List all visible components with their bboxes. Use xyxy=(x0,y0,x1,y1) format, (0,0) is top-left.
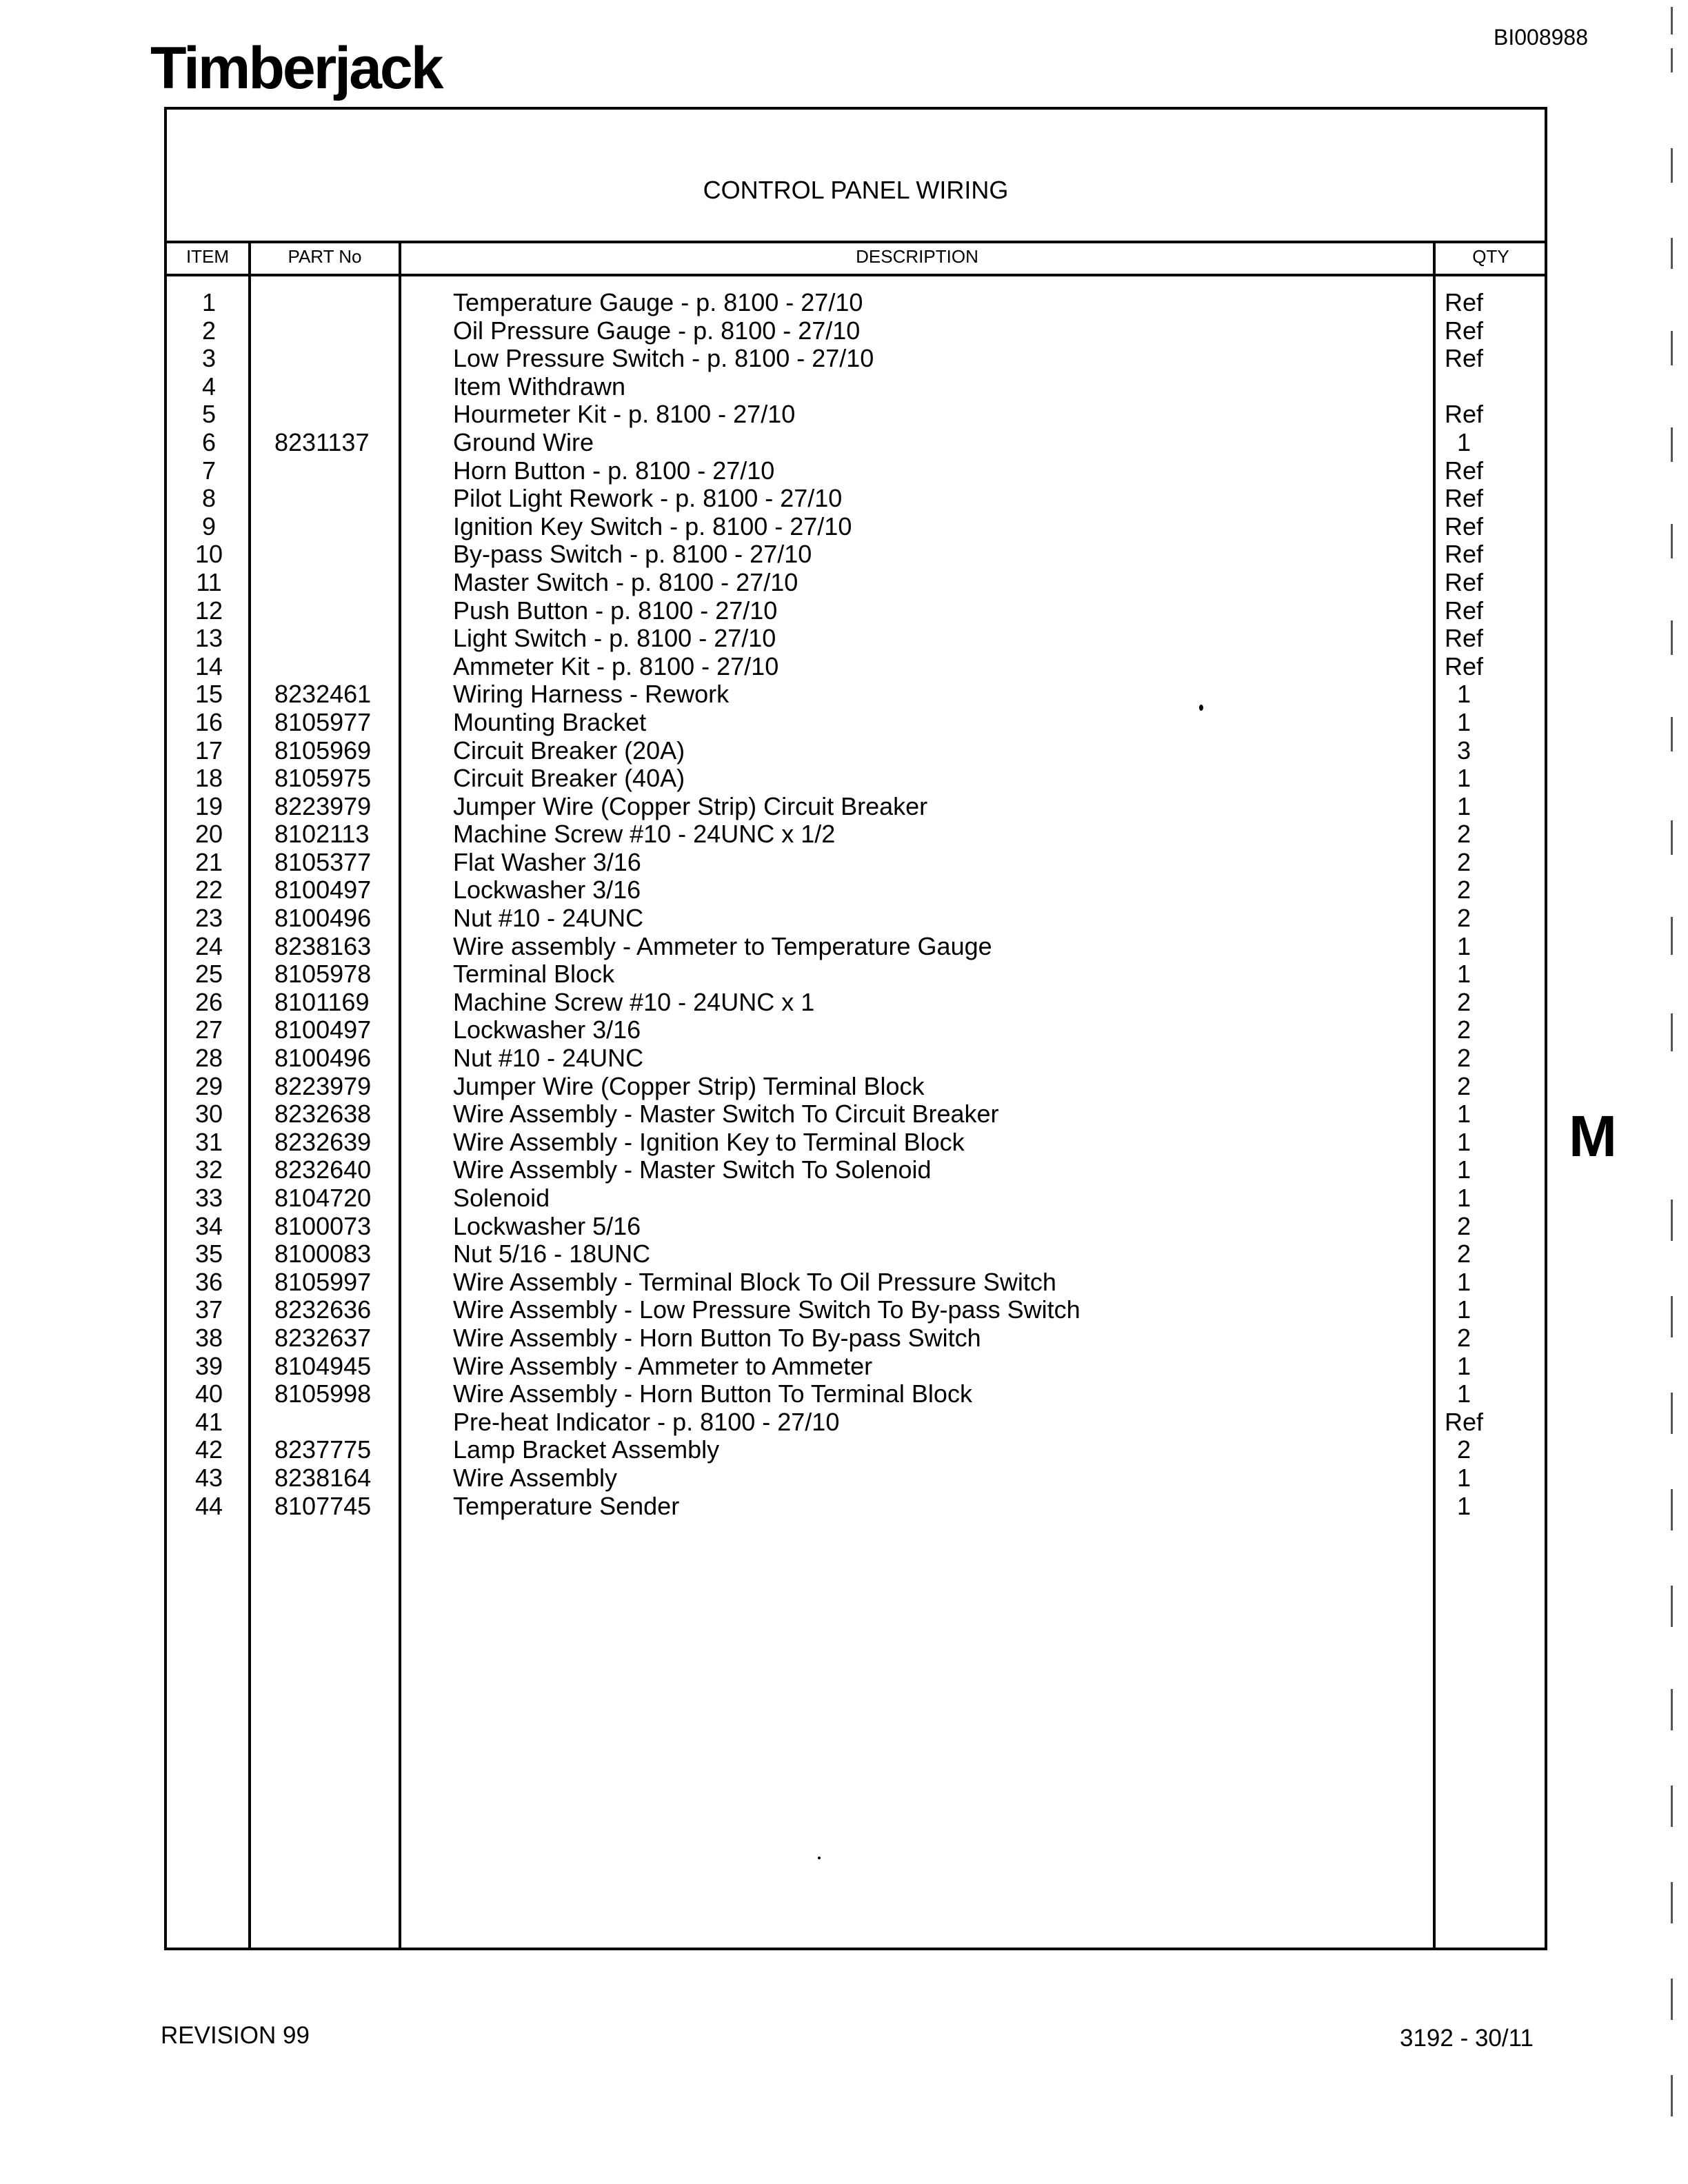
table-row xyxy=(167,765,1545,793)
table-row xyxy=(167,933,1545,961)
row-part-number: 8238163 xyxy=(274,931,372,960)
row-item-number: 28 xyxy=(194,1044,223,1073)
row-description: Master Switch - p. 8100 - 27/10 xyxy=(453,567,798,596)
table-row xyxy=(167,1268,1545,1297)
table-row xyxy=(167,960,1545,989)
table-row xyxy=(167,317,1545,345)
row-description: Wire Assembly - Low Pressure Switch To By-pass Switch xyxy=(453,1295,1081,1324)
row-quantity: 1 xyxy=(1456,791,1471,820)
row-part-number: 8100083 xyxy=(274,1240,372,1268)
row-quantity: 1 xyxy=(1456,1491,1471,1520)
row-part-number: 8231137 xyxy=(274,427,370,456)
row-item-number: 22 xyxy=(194,876,223,904)
row-description: Wire Assembly - Master Switch To Solenoid xyxy=(453,1155,932,1184)
table-row xyxy=(167,1296,1545,1324)
row-quantity: 1 xyxy=(1456,931,1471,960)
scan-edge-mark xyxy=(1671,620,1673,655)
row-description: Lockwasher 5/16 xyxy=(453,1211,641,1240)
row-quantity: 1 xyxy=(1456,1127,1471,1156)
row-description: Wire Assembly - Horn Button To Terminal Block xyxy=(453,1379,972,1408)
row-quantity: 1 xyxy=(1456,427,1471,456)
row-quantity: 2 xyxy=(1456,1240,1471,1268)
row-description: Machine Screw #10 - 24UNC x 1 xyxy=(453,987,815,1016)
row-item-number: 6 xyxy=(201,427,217,456)
scan-edge-mark xyxy=(1671,2075,1673,2116)
row-description: Ignition Key Switch - p. 8100 - 27/10 xyxy=(453,512,852,540)
row-quantity: 1 xyxy=(1456,764,1471,793)
row-item-number: 37 xyxy=(194,1295,223,1324)
row-quantity: Ref xyxy=(1444,540,1484,569)
row-part-number: 8223979 xyxy=(274,1071,372,1100)
row-description: Ground Wire xyxy=(453,427,594,456)
table-row xyxy=(167,1324,1545,1353)
row-quantity: 2 xyxy=(1456,1015,1471,1044)
table-row xyxy=(167,1353,1545,1381)
table-body xyxy=(167,289,1545,1520)
row-quantity: 1 xyxy=(1456,1351,1471,1380)
row-part-number: 8107745 xyxy=(274,1491,372,1520)
row-description: By-pass Switch - p. 8100 - 27/10 xyxy=(453,540,812,569)
row-description: Solenoid xyxy=(453,1184,550,1212)
row-description: Pre-heat Indicator - p. 8100 - 27/10 xyxy=(453,1407,840,1436)
row-part-number: 8105969 xyxy=(274,736,372,765)
table-row xyxy=(167,1073,1545,1101)
scan-edge-mark xyxy=(1671,1786,1673,1827)
row-part-number: 8238164 xyxy=(274,1463,372,1492)
table-row xyxy=(167,513,1545,541)
scan-edge-mark xyxy=(1671,524,1673,558)
row-part-number: 8100497 xyxy=(274,876,372,904)
row-part-number: 8104945 xyxy=(274,1351,372,1380)
row-quantity: Ref xyxy=(1444,651,1484,680)
row-item-number: 41 xyxy=(194,1407,223,1436)
table-row xyxy=(167,653,1545,681)
row-description: Temperature Gauge - p. 8100 - 27/10 xyxy=(453,288,863,316)
row-item-number: 39 xyxy=(194,1351,223,1380)
row-description: Temperature Sender xyxy=(453,1491,680,1520)
row-part-number: 8100073 xyxy=(274,1211,372,1240)
row-description: Wire Assembly - Terminal Block To Oil Pressure Switch xyxy=(453,1267,1056,1296)
row-quantity: 1 xyxy=(1456,1155,1471,1184)
row-item-number: 12 xyxy=(194,596,223,625)
row-quantity: Ref xyxy=(1444,456,1484,485)
scan-edge-mark xyxy=(1671,820,1673,855)
row-item-number: 14 xyxy=(194,651,223,680)
row-part-number: 8232461 xyxy=(274,680,372,709)
table-row xyxy=(167,1044,1545,1073)
row-description: Terminal Block xyxy=(453,960,615,989)
row-item-number: 16 xyxy=(194,707,223,736)
row-quantity: 2 xyxy=(1456,1323,1471,1352)
scan-edge-mark xyxy=(1671,427,1673,462)
row-description: Light Switch - p. 8100 - 27/10 xyxy=(453,624,776,653)
table-row xyxy=(167,1129,1545,1157)
table-row xyxy=(167,289,1545,317)
row-item-number: 1 xyxy=(201,288,217,316)
row-item-number: 10 xyxy=(194,540,223,569)
row-item-number: 15 xyxy=(194,680,223,709)
row-item-number: 9 xyxy=(201,512,217,540)
table-row xyxy=(167,429,1545,457)
table-row xyxy=(167,1464,1545,1493)
row-description: Mounting Bracket xyxy=(453,707,647,736)
row-quantity: 2 xyxy=(1456,1071,1471,1100)
table-row xyxy=(167,1156,1545,1184)
scan-edge-mark xyxy=(1671,148,1673,183)
scan-edge-mark xyxy=(1671,238,1673,269)
row-part-number: 8232637 xyxy=(274,1323,372,1352)
table-row xyxy=(167,1436,1545,1464)
table-row xyxy=(167,1380,1545,1408)
row-item-number: 11 xyxy=(196,567,222,596)
row-description: Wire Assembly - Master Switch To Circuit Breaker xyxy=(453,1100,999,1129)
scan-edge-mark xyxy=(1671,1296,1673,1337)
row-description: Flat Washer 3/16 xyxy=(453,847,641,876)
table-row xyxy=(167,540,1545,569)
table-row xyxy=(167,709,1545,737)
brand-logo: Timberjack xyxy=(150,35,442,101)
table-row xyxy=(167,373,1545,401)
row-item-number: 34 xyxy=(194,1211,223,1240)
row-description: Nut 5/16 - 18UNC xyxy=(453,1240,651,1268)
row-description: Pilot Light Rework - p. 8100 - 27/10 xyxy=(453,484,843,513)
scan-speck xyxy=(818,1857,821,1859)
row-quantity: Ref xyxy=(1444,484,1484,513)
row-item-number: 33 xyxy=(194,1184,223,1212)
row-quantity: 1 xyxy=(1456,1379,1471,1408)
title-divider xyxy=(167,241,1545,243)
table-row xyxy=(167,1493,1545,1521)
table-row xyxy=(167,401,1545,429)
table-row xyxy=(167,680,1545,709)
column-header-qty: QTY xyxy=(1472,246,1509,267)
row-item-number: 36 xyxy=(194,1267,223,1296)
row-quantity: 1 xyxy=(1456,1184,1471,1212)
table-row xyxy=(167,849,1545,877)
row-quantity: 2 xyxy=(1456,847,1471,876)
row-description: Wire Assembly - Ignition Key to Terminal Block xyxy=(453,1127,965,1156)
table-row xyxy=(167,1408,1545,1437)
scan-edge-mark xyxy=(1671,7,1673,34)
row-part-number: 8100497 xyxy=(274,1015,372,1044)
parts-table xyxy=(164,107,1547,1950)
table-row xyxy=(167,457,1545,485)
header-divider xyxy=(167,274,1545,276)
row-item-number: 21 xyxy=(194,847,223,876)
row-part-number: 8105998 xyxy=(274,1379,372,1408)
scan-edge-mark xyxy=(1671,717,1673,751)
row-item-number: 29 xyxy=(194,1071,223,1100)
row-item-number: 17 xyxy=(194,736,223,765)
table-row xyxy=(167,793,1545,821)
row-quantity: 2 xyxy=(1456,1044,1471,1073)
row-quantity: 2 xyxy=(1456,904,1471,933)
row-quantity: Ref xyxy=(1444,567,1484,596)
scan-edge-mark xyxy=(1671,1882,1673,1923)
row-description: Jumper Wire (Copper Strip) Circuit Breaker xyxy=(453,791,928,820)
row-quantity: 1 xyxy=(1456,1267,1471,1296)
row-item-number: 43 xyxy=(194,1463,223,1492)
row-item-number: 26 xyxy=(194,987,223,1016)
page-reference: 3192 - 30/11 xyxy=(1400,2025,1534,2052)
row-item-number: 8 xyxy=(201,484,217,513)
row-quantity: Ref xyxy=(1444,624,1484,653)
row-part-number: 8232638 xyxy=(274,1100,372,1129)
section-title: CONTROL PANEL WIRING xyxy=(703,176,1009,204)
column-header-description: DESCRIPTION xyxy=(856,246,978,267)
row-item-number: 38 xyxy=(194,1323,223,1352)
row-part-number: 8232639 xyxy=(274,1127,372,1156)
row-quantity: Ref xyxy=(1444,288,1484,316)
table-row xyxy=(167,345,1545,373)
row-part-number: 8105975 xyxy=(274,764,372,793)
row-item-number: 42 xyxy=(194,1435,223,1464)
row-item-number: 35 xyxy=(194,1240,223,1268)
scan-edge-mark xyxy=(1671,48,1673,72)
row-part-number: 8100496 xyxy=(274,904,372,933)
row-description: Wire Assembly xyxy=(453,1463,618,1492)
row-quantity: 1 xyxy=(1456,1100,1471,1129)
row-description: Ammeter Kit - p. 8100 - 27/10 xyxy=(453,651,779,680)
row-description: Wiring Harness - Rework xyxy=(453,680,730,709)
row-part-number: 8105997 xyxy=(274,1267,372,1296)
row-description: Lockwasher 3/16 xyxy=(453,1015,641,1044)
row-description: Item Withdrawn xyxy=(453,372,626,401)
row-item-number: 13 xyxy=(194,624,223,653)
row-quantity: 1 xyxy=(1456,960,1471,989)
row-quantity: Ref xyxy=(1444,400,1484,429)
table-row xyxy=(167,1100,1545,1129)
row-part-number: 8102113 xyxy=(274,820,370,849)
row-description: Nut #10 - 24UNC xyxy=(453,1044,644,1073)
scan-edge-mark xyxy=(1671,1489,1673,1530)
row-quantity: Ref xyxy=(1444,344,1484,373)
table-row xyxy=(167,1240,1545,1268)
scan-edge-mark xyxy=(1671,917,1673,955)
row-item-number: 20 xyxy=(194,820,223,849)
row-quantity: 3 xyxy=(1456,736,1471,765)
row-item-number: 40 xyxy=(194,1379,223,1408)
row-quantity: Ref xyxy=(1444,316,1484,345)
row-item-number: 32 xyxy=(194,1155,223,1184)
row-part-number: 8232636 xyxy=(274,1295,372,1324)
scan-edge-mark xyxy=(1671,331,1673,365)
scan-edge-mark xyxy=(1671,1689,1673,1730)
table-row xyxy=(167,485,1545,513)
row-item-number: 31 xyxy=(194,1127,223,1156)
row-description: Circuit Breaker (40A) xyxy=(453,764,685,793)
table-row xyxy=(167,1213,1545,1241)
row-description: Push Button - p. 8100 - 27/10 xyxy=(453,596,778,625)
table-row xyxy=(167,876,1545,904)
row-part-number: 8100496 xyxy=(274,1044,372,1073)
row-quantity: 2 xyxy=(1456,987,1471,1016)
document-id: BI008988 xyxy=(1494,25,1589,50)
row-item-number: 7 xyxy=(201,456,217,485)
table-row xyxy=(167,625,1545,653)
table-row xyxy=(167,597,1545,625)
row-description: Hourmeter Kit - p. 8100 - 27/10 xyxy=(453,400,796,429)
column-header-part: PART No xyxy=(288,246,362,267)
table-row xyxy=(167,820,1545,849)
row-item-number: 30 xyxy=(194,1100,223,1129)
row-part-number: 8101169 xyxy=(274,987,370,1016)
row-part-number: 8223979 xyxy=(274,791,372,820)
row-quantity: Ref xyxy=(1444,1407,1484,1436)
row-item-number: 19 xyxy=(194,791,223,820)
row-part-number: 8104720 xyxy=(274,1184,372,1212)
row-quantity: Ref xyxy=(1444,512,1484,540)
row-quantity: 1 xyxy=(1456,707,1471,736)
row-description: Wire Assembly - Ammeter to Ammeter xyxy=(453,1351,873,1380)
row-description: Lamp Bracket Assembly xyxy=(453,1435,720,1464)
scan-edge-mark xyxy=(1671,1013,1673,1051)
row-part-number: 8105978 xyxy=(274,960,372,989)
row-item-number: 25 xyxy=(194,960,223,989)
row-quantity: Ref xyxy=(1444,596,1484,625)
row-quantity: 2 xyxy=(1456,876,1471,904)
scan-speck xyxy=(1199,705,1203,711)
row-description: Oil Pressure Gauge - p. 8100 - 27/10 xyxy=(453,316,861,345)
table-row xyxy=(167,1184,1545,1213)
row-quantity: 2 xyxy=(1456,1211,1471,1240)
row-item-number: 24 xyxy=(194,931,223,960)
row-item-number: 18 xyxy=(194,764,223,793)
row-description: Wire Assembly - Horn Button To By-pass Switch xyxy=(453,1323,981,1352)
row-item-number: 27 xyxy=(194,1015,223,1044)
row-item-number: 3 xyxy=(201,344,217,373)
row-description: Lockwasher 3/16 xyxy=(453,876,641,904)
row-description: Nut #10 - 24UNC xyxy=(453,904,644,933)
row-quantity: 2 xyxy=(1456,820,1471,849)
row-item-number: 4 xyxy=(201,372,217,401)
row-description: Wire assembly - Ammeter to Temperature Gauge xyxy=(453,931,992,960)
row-item-number: 2 xyxy=(201,316,217,345)
row-part-number: 8232640 xyxy=(274,1155,372,1184)
row-quantity: 1 xyxy=(1456,1295,1471,1324)
row-description: Jumper Wire (Copper Strip) Terminal Block xyxy=(453,1071,925,1100)
row-item-number: 23 xyxy=(194,904,223,933)
section-tab-letter: M xyxy=(1569,1104,1617,1169)
table-row xyxy=(167,569,1545,597)
row-part-number: 8105977 xyxy=(274,707,372,736)
row-description: Low Pressure Switch - p. 8100 - 27/10 xyxy=(453,344,874,373)
table-row xyxy=(167,737,1545,765)
row-description: Circuit Breaker (20A) xyxy=(453,736,685,765)
row-quantity: 1 xyxy=(1456,680,1471,709)
row-quantity: 2 xyxy=(1456,1435,1471,1464)
table-row xyxy=(167,1016,1545,1044)
row-part-number: 8237775 xyxy=(274,1435,372,1464)
row-description: Machine Screw #10 - 24UNC x 1/2 xyxy=(453,820,836,849)
table-row xyxy=(167,989,1545,1017)
row-item-number: 44 xyxy=(194,1491,223,1520)
scan-edge-mark xyxy=(1671,1979,1673,2020)
scan-edge-mark xyxy=(1671,1200,1673,1241)
table-row xyxy=(167,904,1545,933)
revision-label: REVISION 99 xyxy=(161,2022,310,2049)
row-quantity: 1 xyxy=(1456,1463,1471,1492)
scan-edge-mark xyxy=(1671,1393,1673,1434)
row-item-number: 5 xyxy=(201,400,217,429)
scan-edge-mark xyxy=(1671,1586,1673,1627)
column-header-item: ITEM xyxy=(185,246,230,267)
row-part-number: 8105377 xyxy=(274,847,372,876)
row-description: Horn Button - p. 8100 - 27/10 xyxy=(453,456,775,485)
